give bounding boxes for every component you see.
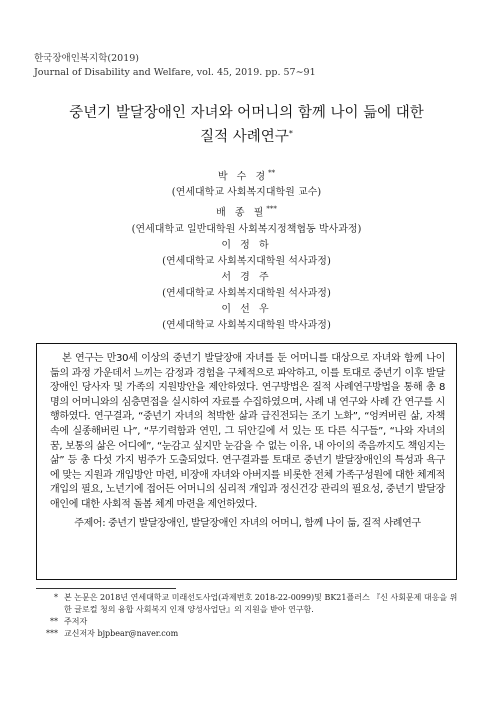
- keywords: 주제어: 중년기 발달장애인, 발달장애인 자녀의 어머니, 함께 나이 듦, 질적 사례연구: [74, 517, 421, 529]
- footnote-divider: [36, 588, 176, 589]
- footnote-1: [34, 592, 464, 616]
- author-name: 배 종 필: [216, 207, 267, 219]
- footnote-mark: **: [50, 617, 58, 626]
- author-footnote-mark: **: [268, 169, 276, 177]
- author-name: 이 선 우: [221, 303, 272, 315]
- journal-name: 한국장애인복지학(2019): [34, 53, 140, 64]
- author-5: [0, 302, 493, 318]
- author-name: 이 정 하: [221, 239, 272, 251]
- author-affiliation: (연세대학교 일반대학원 사회복지정책협동 박사과정): [131, 223, 362, 235]
- author-footnote-mark: ***: [266, 205, 277, 214]
- author-affiliation: (연세대학교 사회복지대학원 박사과정): [162, 319, 331, 331]
- journal-header: [34, 52, 316, 80]
- author-affiliation: (연세대학교 사회복지대학원 석사과정): [162, 287, 331, 299]
- author-3: [0, 238, 493, 254]
- footnote-text: 주저자: [64, 617, 88, 626]
- paper-title: [0, 101, 493, 149]
- author-2: [0, 201, 493, 221]
- footnote-text: 교신저자 bjpbear@naver.com: [64, 629, 179, 638]
- author-4: [0, 270, 493, 286]
- footnotes: [34, 592, 464, 640]
- abstract-text: 본 연구는 만30세 이상의 중년기 발달장애 자녀를 둔 어머니를 대상으로 자녀와 함께 나이 듦의 과정 가운데서 느끼는 감정과 경험을 구체적으로 파악하고, 이를 토대로 중년기 이후 발달장애인 당사자 및 가족의 지원방안을 제안하였다. 연구방법은 질적 사례연구방법을 통해 총 8명의 어머니와의 심층면접을 실시하여 자료를 수집하였으며, 사례 내 연구와 사례 간 연구를 시행하였다. 연구결과, “중년기 자녀의 척박한 삶과 급진전되는 조기 노화”, “엉켜버린 삶, 자책 속에 실종해버린 나”, “무기력함과 연민, 그 뒤안길에 서 있는 또 다른 식구들”, “나와 자녀의 꿈, 보통의 삶은 어디에”, “눈감고 싶지만 눈감을 수 없는 이유, 내 아이의 죽음까지도 책임지는 삶” 등 총 다섯 가지 범주가 도출되었다. 연구결과를 토대로 중년기 발달장애인의 특성과 욕구에 맞는 지원과 개입방안 마련, 비장애 자녀와 아버지를 비롯한 전체 가족구성원에 대한 체계적 개입의 필요, 노년기에 접어든 어머니의 심리적 개입과 정신건강 관리의 필요성, 중년기 발달장애인에 대한 사회적 돌봄 체계 마련을 제언하였다.: [50, 353, 445, 510]
- author-affiliation: (연세대학교 사회복지대학원 석사과정): [162, 255, 331, 267]
- author-1: [0, 165, 493, 185]
- abstract-box: [36, 343, 457, 580]
- footnote-3: [34, 628, 464, 640]
- author-name: 서 경 주: [221, 271, 272, 283]
- author-affiliation: (연세대학교 사회복지대학원 교수): [171, 187, 322, 199]
- footnote-mark: ***: [46, 629, 58, 638]
- footnote-2: [34, 616, 464, 628]
- footnote-mark: *: [54, 593, 58, 602]
- journal-citation: Journal of Disability and Welfare, vol. 45, 2019. pp. 57∼91: [34, 67, 316, 78]
- author-name: 박 수 경: [217, 171, 269, 183]
- title-footnote-mark: *: [288, 129, 293, 138]
- title-line-1: 중년기 발달장애인 자녀와 어머니의 함께 나이 듦에 대한: [69, 105, 424, 121]
- footnote-text: 본 논문은 2018년 연세대학교 미래선도사업(과제번호 2018-22-0099)및 BK21플러스 『신 사회문제 대응을 위한 글로컬 청의 융합 사회복지 인재 양성사업단』의 지원을 받아 연구함.: [64, 593, 458, 614]
- author-list: [0, 165, 493, 334]
- title-line-2: 질적 사례연구*: [200, 129, 293, 145]
